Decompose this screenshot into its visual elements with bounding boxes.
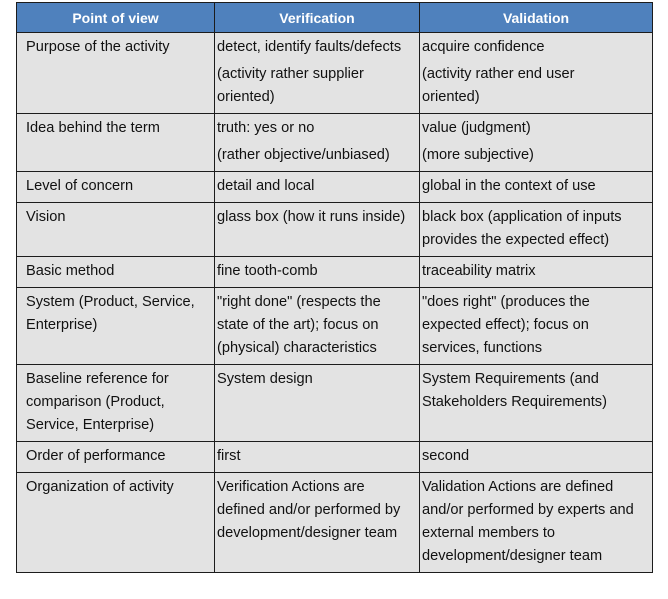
validation-cell	[420, 33, 653, 114]
cell-text: Validation Actions are defined	[422, 479, 614, 495]
cell-text: expected effect); focus on	[422, 317, 589, 333]
table-row	[17, 473, 653, 573]
verification-cell	[215, 288, 420, 365]
verification-cell	[215, 172, 420, 203]
cell-text: Vision	[26, 209, 66, 225]
cell-text: services, functions	[422, 340, 543, 356]
aspect-cell	[17, 172, 215, 203]
aspect-cell	[17, 365, 215, 442]
cell-text: value (judgment)	[422, 120, 531, 136]
header-point-of-view: Point of view	[17, 3, 215, 33]
aspect-cell	[17, 442, 215, 473]
cell-text: detect, identify faults/defects	[217, 39, 402, 55]
aspect-cell	[17, 203, 215, 257]
cell-text: acquire confidence	[422, 39, 545, 55]
cell-text: Stakeholders Requirements)	[422, 394, 607, 410]
cell-text: and/or performed by experts and	[422, 502, 634, 518]
cell-text: Verification Actions are	[217, 479, 365, 495]
cell-text: provides the expected effect)	[422, 232, 610, 248]
validation-cell	[420, 442, 653, 473]
table-row	[17, 442, 653, 473]
cell-text: Baseline reference for	[26, 371, 169, 387]
cell-text: Basic method	[26, 263, 115, 279]
cell-text: comparison (Product,	[26, 394, 165, 410]
validation-cell	[420, 114, 653, 172]
header-validation: Validation	[420, 3, 653, 33]
verification-cell	[215, 257, 420, 288]
cell-text: oriented)	[217, 89, 275, 105]
aspect-cell	[17, 288, 215, 365]
cell-text: glass box (how it runs inside)	[217, 209, 406, 225]
cell-text: Service, Enterprise)	[26, 417, 155, 433]
aspect-cell	[17, 473, 215, 573]
cell-text: truth: yes or no	[217, 120, 315, 136]
validation-cell	[420, 288, 653, 365]
table-row	[17, 257, 653, 288]
cell-text: "does right" (produces the	[422, 294, 590, 310]
header-verification: Verification	[215, 3, 420, 33]
validation-cell	[420, 473, 653, 573]
cell-text: development/designer team	[217, 525, 398, 541]
cell-text: defined and/or performed by	[217, 502, 401, 518]
table-row	[17, 33, 653, 114]
cell-text: traceability matrix	[422, 263, 536, 279]
cell-text: System design	[217, 371, 313, 387]
cell-text: oriented)	[422, 89, 480, 105]
cell-text: state of the art); focus on	[217, 317, 379, 333]
verification-cell	[215, 365, 420, 442]
aspect-cell	[17, 257, 215, 288]
validation-cell	[420, 257, 653, 288]
cell-text: (physical) characteristics	[217, 340, 377, 356]
header-row	[17, 3, 653, 33]
table-row	[17, 365, 653, 442]
table-row	[17, 172, 653, 203]
cell-text: System Requirements (and	[422, 371, 599, 387]
table-row	[17, 203, 653, 257]
cell-text: detail and local	[217, 178, 315, 194]
cell-text: external members to	[422, 525, 556, 541]
cell-text: "right done" (respects the	[217, 294, 381, 310]
verification-cell	[215, 442, 420, 473]
verification-cell	[215, 114, 420, 172]
cell-text: second	[422, 448, 470, 464]
aspect-cell	[17, 114, 215, 172]
cell-text: (rather objective/unbiased)	[217, 147, 390, 163]
cell-text: (more subjective)	[422, 147, 534, 163]
verification-cell	[215, 203, 420, 257]
validation-cell	[420, 365, 653, 442]
cell-text: (activity rather end user	[422, 66, 575, 82]
cell-text: Idea behind the term	[26, 120, 160, 136]
cell-text: Level of concern	[26, 178, 134, 194]
cell-text: development/designer team	[422, 548, 603, 564]
aspect-cell	[17, 33, 215, 114]
cell-text: Enterprise)	[26, 317, 98, 333]
cell-text: black box (application of inputs	[422, 209, 622, 225]
verification-validation-table	[16, 2, 653, 573]
validation-cell	[420, 203, 653, 257]
cell-text: Order of performance	[26, 448, 166, 464]
cell-text: Organization of activity	[26, 479, 174, 495]
cell-text: global in the context of use	[422, 178, 596, 194]
verification-cell	[215, 473, 420, 573]
table-row	[17, 288, 653, 365]
cell-text: Purpose of the activity	[26, 39, 170, 55]
cell-text: (activity rather supplier	[217, 66, 364, 82]
cell-text: first	[217, 448, 241, 464]
cell-text: fine tooth-comb	[217, 263, 318, 279]
verification-cell	[215, 33, 420, 114]
cell-text: System (Product, Service,	[26, 294, 195, 310]
validation-cell	[420, 172, 653, 203]
table-row	[17, 114, 653, 172]
